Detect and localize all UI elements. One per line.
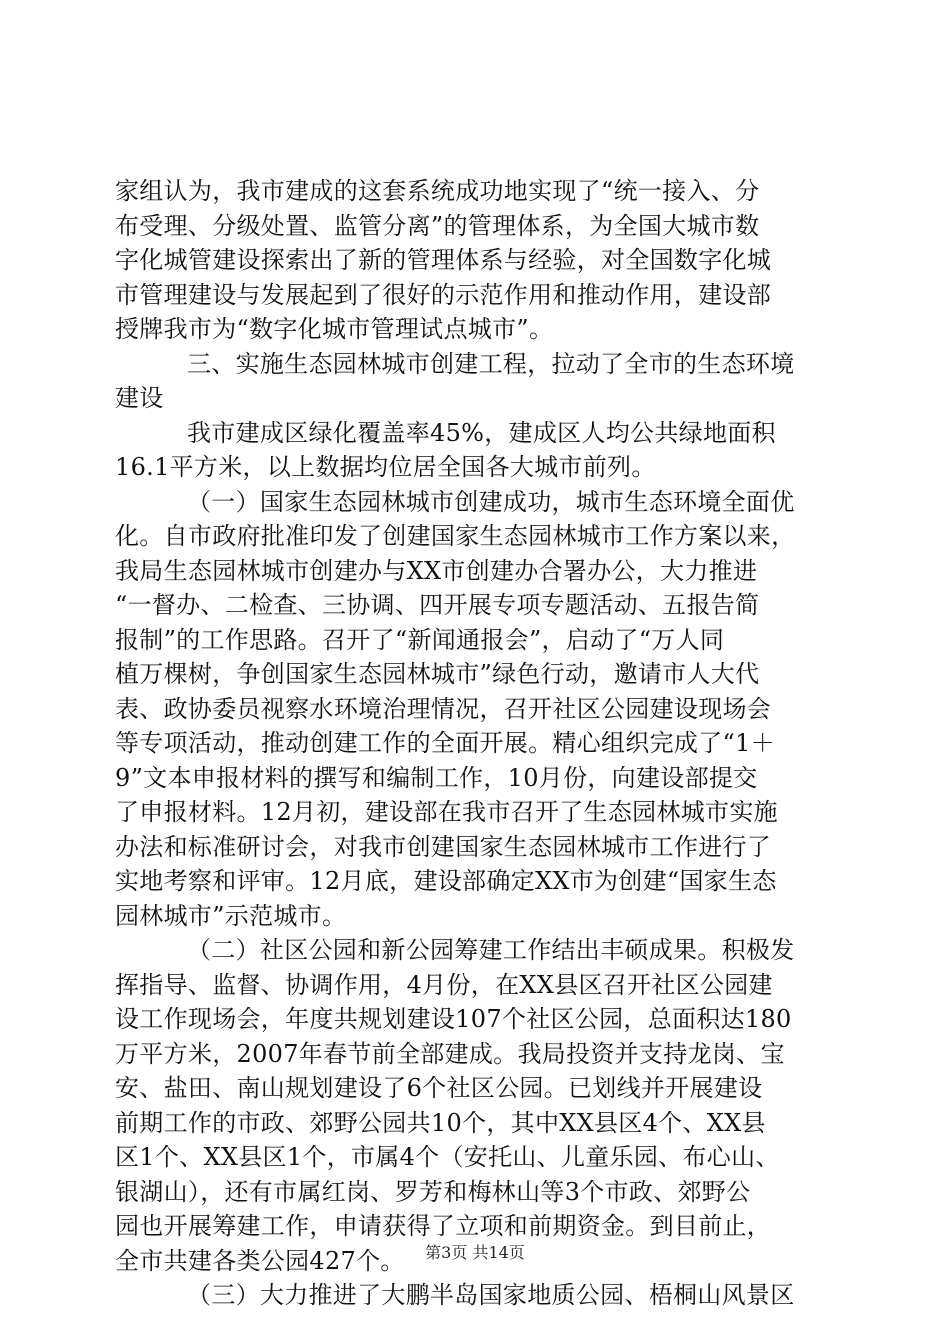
- text-line: 三、实施生态园林城市创建工程，拉动了全市的生态环境: [187, 349, 795, 378]
- text-line: 全市共建各类公园427个。: [115, 1246, 405, 1275]
- text-line: 等专项活动，推动创建工作的全面开展。精心组织完成了“1＋: [115, 729, 775, 757]
- text-line: 园林城市”示范城市。: [115, 901, 347, 930]
- text-line: 区1个、XX县区1个，市属4个（安托山、儿童乐园、布心山、: [115, 1143, 780, 1171]
- text-line: 化。自市政府批准印发了创建国家生态园林城市工作方案以来，: [115, 522, 796, 550]
- text-line: 设工作现场会，年度共规划建设107个社区公园，总面积达180: [115, 1005, 792, 1033]
- document-body: [115, 174, 835, 1313]
- text-line: （一）国家生态园林城市创建成功，城市生态环境全面优: [187, 487, 795, 516]
- page-number-footer: 第3页 共14页: [425, 1243, 525, 1262]
- text-line: 字化城管建设探索出了新的管理体系与经验，对全国数字化城: [115, 246, 772, 274]
- text-line: 我局生态园林城市创建办与XX市创建办合署办公，大力推进: [115, 556, 758, 585]
- text-line: 家组认为，我市建成的这套系统成功地实现了“统一接入、分: [115, 177, 760, 205]
- text-line: 实地考察和评审。12月底，建设部确定XX市为创建“国家生态: [115, 867, 777, 895]
- text-line: “一督办、二检查、三协调、四开展专项专题活动、五报告简: [115, 591, 760, 619]
- text-line: 9”文本申报材料的撰写和编制工作，10月份，向建设部提交: [115, 763, 758, 792]
- text-line: 安、盐田、南山规划建设了6个社区公园。已划线并开展建设: [115, 1074, 763, 1102]
- text-line: 我市建成区绿化覆盖率45%，建成区人均公共绿地面积: [187, 418, 776, 447]
- text-line: 16.1平方米，以上数据均位居全国各大城市前列。: [115, 453, 656, 481]
- text-line: 布受理、分级处置、监管分离”的管理体系，为全国大城市数: [115, 211, 760, 240]
- text-line: 市管理建设与发展起到了很好的示范作用和推动作用，建设部: [115, 280, 772, 309]
- text-line: 植万棵树，争创国家生态园林城市”绿色行动，邀请市人大代: [115, 660, 760, 688]
- text-line: （二）社区公园和新公园筹建工作结出丰硕成果。积极发: [187, 936, 795, 964]
- text-line: 报制”的工作思路。召开了“新闻通报会”，启动了“万人同: [115, 625, 725, 654]
- text-line: 挥指导、监督、协调作用，4月份，在XX县区召开社区公园建: [115, 970, 773, 999]
- text-line: 表、政协委员视察水环境治理情况，召开社区公园建设现场会: [115, 694, 772, 723]
- text-line: 建设: [115, 384, 164, 412]
- text-line: 园也开展筹建工作，申请获得了立项和前期资金。到目前止，: [115, 1212, 772, 1240]
- text-line: （三）大力推进了大鹏半岛国家地质公园、梧桐山风景区: [187, 1281, 795, 1309]
- text-line: 了申报材料。12月初，建设部在我市召开了生态园林城市实施: [115, 798, 778, 826]
- text-line: 银湖山），还有市属红岗、罗芳和梅林山等3个市政、郊野公: [115, 1177, 751, 1206]
- text-line: 授牌我市为“数字化城市管理试点城市”。: [115, 315, 554, 343]
- text-line: 办法和标准研讨会，对我市创建国家生态园林城市工作进行了: [115, 832, 772, 861]
- text-line: 万平方米，2007年春节前全部建成。我局投资并支持龙岗、宝: [115, 1039, 785, 1068]
- text-line: 前期工作的市政、郊野公园共10个，其中XX县区4个、XX县: [115, 1108, 766, 1137]
